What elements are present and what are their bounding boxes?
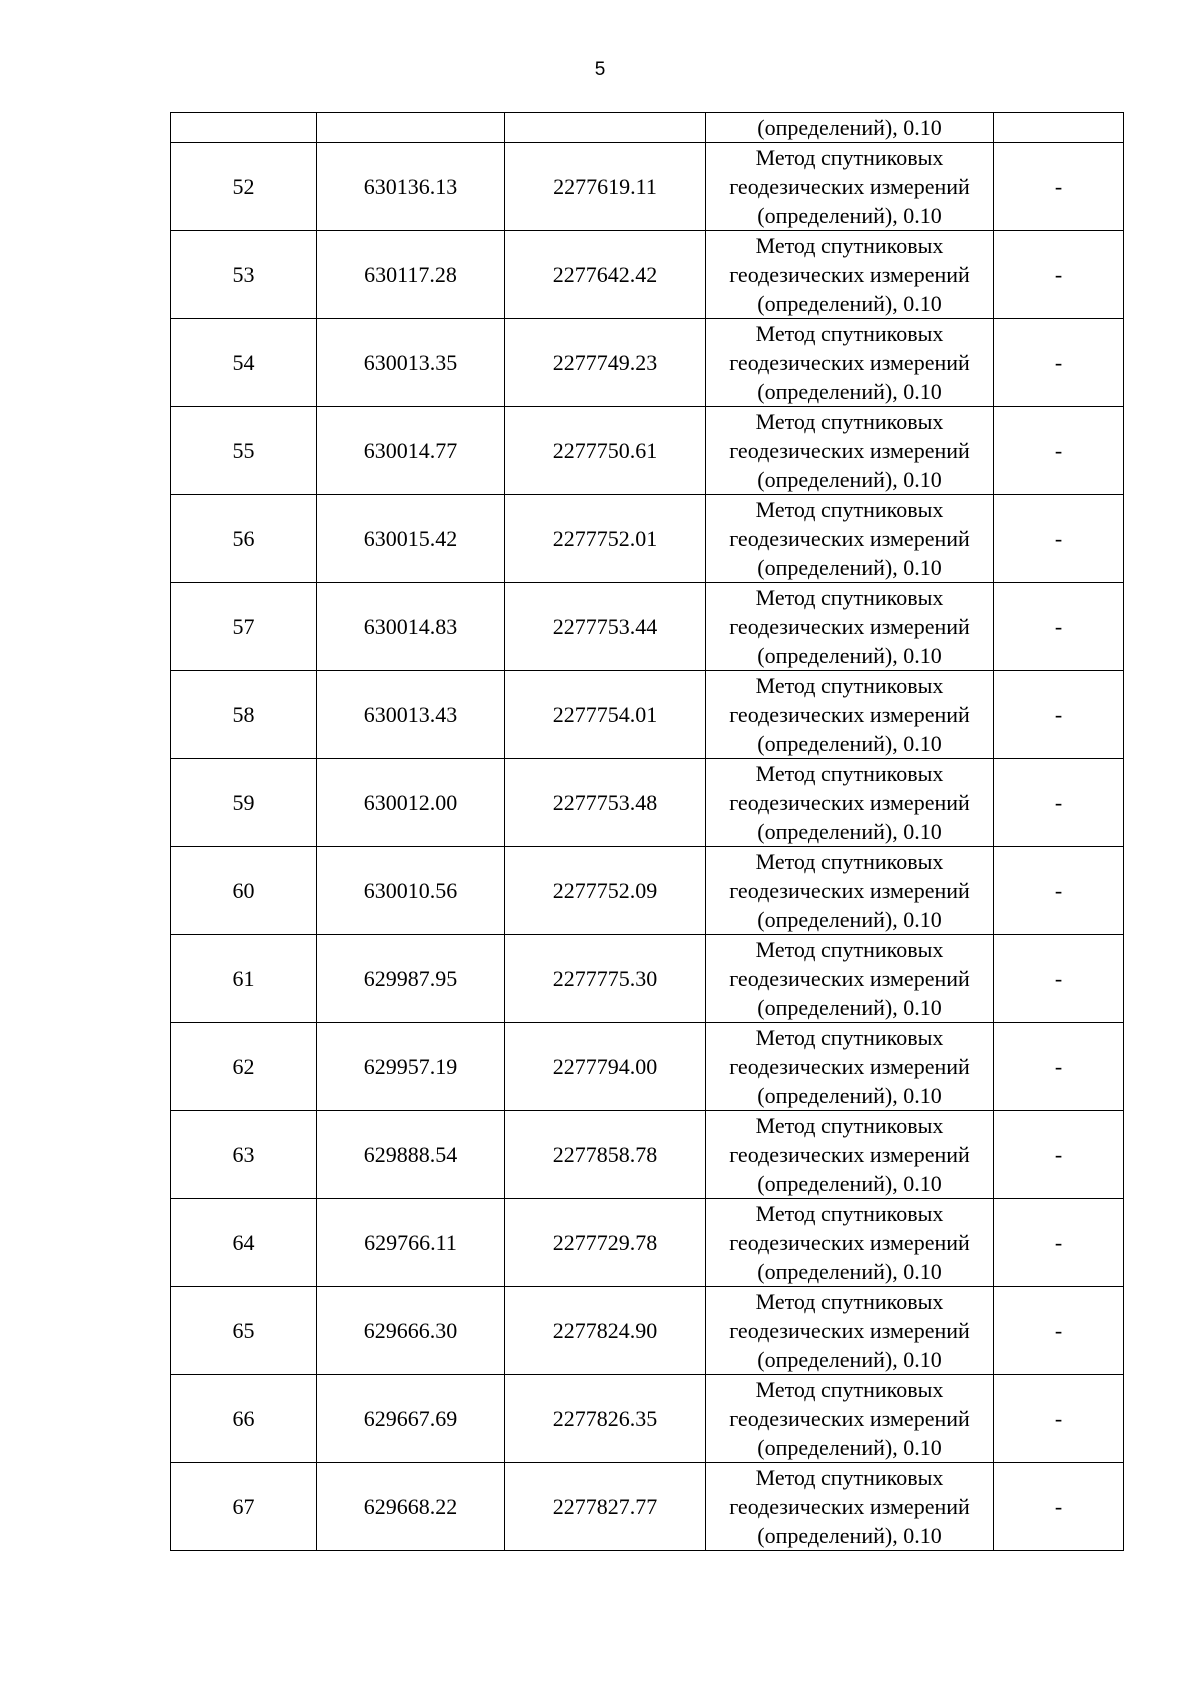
point-cell: 53 (171, 231, 317, 319)
y-cell: 2277752.09 (505, 847, 706, 935)
point-cell (171, 113, 317, 143)
method-cell: Метод спутниковых геодезических измерений (определений), 0.10 (706, 1463, 994, 1551)
x-cell: 630013.43 (317, 671, 505, 759)
point-cell: 64 (171, 1199, 317, 1287)
method-cell: Метод спутниковых геодезических измерений (определений), 0.10 (706, 935, 994, 1023)
table-row (171, 143, 1124, 231)
point-cell: 52 (171, 143, 317, 231)
point-cell: 59 (171, 759, 317, 847)
method-cell: Метод спутниковых геодезических измерений (определений), 0.10 (706, 495, 994, 583)
x-cell: 630012.00 (317, 759, 505, 847)
x-cell: 629766.11 (317, 1199, 505, 1287)
table-row (171, 1111, 1124, 1199)
point-cell: 65 (171, 1287, 317, 1375)
note-cell: - (994, 1199, 1124, 1287)
table-row (171, 1287, 1124, 1375)
y-cell: 2277619.11 (505, 143, 706, 231)
point-cell: 56 (171, 495, 317, 583)
x-cell: 630014.77 (317, 407, 505, 495)
x-cell: 630014.83 (317, 583, 505, 671)
note-cell: - (994, 759, 1124, 847)
point-cell: 60 (171, 847, 317, 935)
note-cell: - (994, 1111, 1124, 1199)
note-cell (994, 113, 1124, 143)
x-cell (317, 113, 505, 143)
note-cell: - (994, 231, 1124, 319)
note-cell: - (994, 1463, 1124, 1551)
note-cell: - (994, 319, 1124, 407)
x-cell: 629987.95 (317, 935, 505, 1023)
y-cell: 2277750.61 (505, 407, 706, 495)
x-cell: 629888.54 (317, 1111, 505, 1199)
method-cell: Метод спутниковых геодезических измерений (определений), 0.10 (706, 143, 994, 231)
point-cell: 61 (171, 935, 317, 1023)
method-cell: (определений), 0.10 (706, 113, 994, 143)
table-row (171, 1199, 1124, 1287)
table-row (171, 231, 1124, 319)
page-number: 5 (594, 59, 606, 80)
y-cell: 2277824.90 (505, 1287, 706, 1375)
method-cell: Метод спутниковых геодезических измерений (определений), 0.10 (706, 671, 994, 759)
x-cell: 630136.13 (317, 143, 505, 231)
x-cell: 630010.56 (317, 847, 505, 935)
method-cell: Метод спутниковых геодезических измерений (определений), 0.10 (706, 847, 994, 935)
y-cell: 2277794.00 (505, 1023, 706, 1111)
table-row (171, 935, 1124, 1023)
note-cell: - (994, 1375, 1124, 1463)
y-cell: 2277729.78 (505, 1199, 706, 1287)
point-cell: 62 (171, 1023, 317, 1111)
y-cell: 2277754.01 (505, 671, 706, 759)
method-cell: Метод спутниковых геодезических измерений (определений), 0.10 (706, 1287, 994, 1375)
table-row (171, 1463, 1124, 1551)
point-cell: 55 (171, 407, 317, 495)
x-cell: 629957.19 (317, 1023, 505, 1111)
table-row (171, 583, 1124, 671)
method-cell: Метод спутниковых геодезических измерений (определений), 0.10 (706, 1023, 994, 1111)
point-cell: 57 (171, 583, 317, 671)
x-cell: 629666.30 (317, 1287, 505, 1375)
method-cell: Метод спутниковых геодезических измерений (определений), 0.10 (706, 759, 994, 847)
coordinates-table (170, 112, 1124, 1551)
point-cell: 66 (171, 1375, 317, 1463)
point-cell: 58 (171, 671, 317, 759)
coordinates-table-body (171, 113, 1124, 1551)
y-cell: 2277753.48 (505, 759, 706, 847)
x-cell: 629667.69 (317, 1375, 505, 1463)
point-cell: 54 (171, 319, 317, 407)
y-cell: 2277858.78 (505, 1111, 706, 1199)
note-cell: - (994, 583, 1124, 671)
note-cell: - (994, 1023, 1124, 1111)
x-cell: 630117.28 (317, 231, 505, 319)
table-row (171, 759, 1124, 847)
method-cell: Метод спутниковых геодезических измерений (определений), 0.10 (706, 319, 994, 407)
table-row (171, 495, 1124, 583)
y-cell: 2277642.42 (505, 231, 706, 319)
note-cell: - (994, 495, 1124, 583)
table-row (171, 847, 1124, 935)
method-cell: Метод спутниковых геодезических измерений (определений), 0.10 (706, 407, 994, 495)
table-row (171, 1375, 1124, 1463)
method-cell: Метод спутниковых геодезических измерений (определений), 0.10 (706, 583, 994, 671)
point-cell: 67 (171, 1463, 317, 1551)
x-cell: 629668.22 (317, 1463, 505, 1551)
note-cell: - (994, 1287, 1124, 1375)
continued-row (171, 113, 1124, 143)
method-cell: Метод спутниковых геодезических измерений (определений), 0.10 (706, 1199, 994, 1287)
method-cell: Метод спутниковых геодезических измерений (определений), 0.10 (706, 231, 994, 319)
note-cell: - (994, 671, 1124, 759)
y-cell: 2277826.35 (505, 1375, 706, 1463)
table-row (171, 1023, 1124, 1111)
y-cell: 2277827.77 (505, 1463, 706, 1551)
y-cell (505, 113, 706, 143)
note-cell: - (994, 847, 1124, 935)
table-row (171, 319, 1124, 407)
table-row (171, 671, 1124, 759)
y-cell: 2277752.01 (505, 495, 706, 583)
note-cell: - (994, 935, 1124, 1023)
method-cell: Метод спутниковых геодезических измерений (определений), 0.10 (706, 1375, 994, 1463)
y-cell: 2277775.30 (505, 935, 706, 1023)
y-cell: 2277753.44 (505, 583, 706, 671)
point-cell: 63 (171, 1111, 317, 1199)
table-row (171, 407, 1124, 495)
x-cell: 630013.35 (317, 319, 505, 407)
note-cell: - (994, 407, 1124, 495)
note-cell: - (994, 143, 1124, 231)
x-cell: 630015.42 (317, 495, 505, 583)
y-cell: 2277749.23 (505, 319, 706, 407)
method-cell: Метод спутниковых геодезических измерений (определений), 0.10 (706, 1111, 994, 1199)
